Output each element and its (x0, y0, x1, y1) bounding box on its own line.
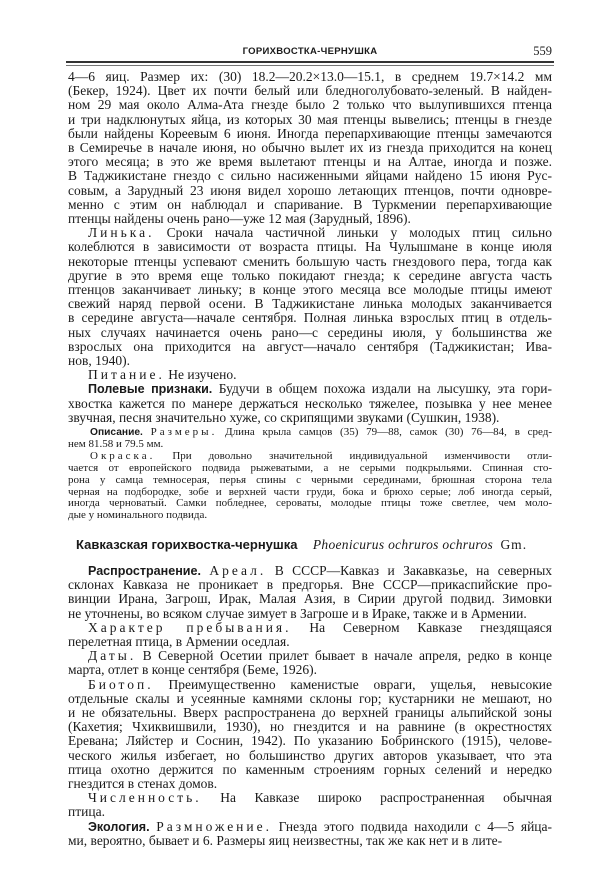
text-line (68, 777, 552, 791)
text-line (68, 255, 552, 269)
line-text: звучная, песня значительно хуже, со скрипящими звуками (Сушкин, 1938). (68, 409, 500, 425)
paragraph (68, 564, 552, 621)
line-text: склонах Кавказа не проникает в предгорья. Вне СССР—прикаспийские про- (68, 577, 552, 593)
text-line (68, 269, 552, 283)
paragraph (68, 382, 552, 425)
line-text: 4—6 яиц. Размер их: (30) 18.2—20.2×13.0—15.1, в среднем 19.7×14.2 мм (68, 69, 552, 84)
line-text: В СССР—Кавказ и Закавказье, на северных (274, 563, 553, 578)
text-line (68, 510, 552, 522)
main-text (68, 70, 552, 425)
text-line (68, 592, 552, 606)
line-text: этого месяца; в это же время вылетают птенцы и на Алтае, иногда и позже. (68, 154, 552, 170)
text-line (68, 283, 552, 297)
text-line (68, 411, 552, 425)
line-text: хвостка кажется по манере держаться несколько тяжелее, позывка у нее менее (68, 395, 552, 411)
text-line (68, 706, 552, 720)
section-heading: Распространение. (88, 564, 201, 578)
text-line (68, 226, 552, 240)
line-text: в Семиречье в начале июня, но обычно вылет их из гнезда приходится на конец (68, 140, 552, 156)
line-text: гнездится в стенах домов. (68, 776, 218, 792)
subsection-heading: Питание. (88, 367, 165, 383)
page-number: 559 (533, 44, 552, 58)
text-line (68, 763, 552, 777)
paragraph (68, 649, 552, 677)
text-line (68, 326, 552, 340)
line-text: перелетная птица, в Армении оседлая. (68, 634, 290, 650)
text-line (68, 98, 552, 112)
text-line (68, 141, 552, 155)
line-text: дые у номинального подвида. (68, 509, 208, 522)
line-text: Сроки начала частичной линьки у молодых птиц сильно (166, 225, 552, 241)
line-text: не уточнены, во всяком случае зимует в Загроше и в Ираке, также и в Армении. (68, 605, 527, 621)
subspecies-latin-name: Phoenicurus ochruros ochruros (312, 537, 494, 552)
description-text (68, 427, 552, 522)
text-line (68, 155, 552, 169)
text-line (68, 820, 552, 834)
line-text: винции Ирана, Загрош, Ирак, Малая Азия, в Сирии другой подвид. Зимовки (68, 591, 552, 607)
running-header (68, 44, 552, 58)
text-line (68, 635, 552, 649)
text-line (68, 649, 552, 663)
line-text: птица. (68, 804, 105, 820)
text-line (68, 663, 552, 677)
paragraph (68, 70, 552, 226)
line-text: нем 81.58 и 79.5 мм. (68, 437, 164, 450)
text-line (68, 564, 552, 578)
line-text: Гнезда этого подвида находили с 4—5 яйца- (278, 818, 553, 834)
line-text: в середине августа—начале сентября. Полная линька взрослых птиц в отдель- (68, 310, 552, 326)
text-line (68, 184, 552, 198)
subspecies-author: Gm. (500, 537, 528, 552)
line-text: совым, а Зарудный 23 июня видел хорошо летающих птенцов, почти одновре- (68, 182, 552, 198)
text-line (68, 607, 552, 621)
text-line (68, 678, 552, 692)
line-text: были найдены Кореевым 6 июня. Иногда перепархивающие птенцы замечаются (68, 125, 552, 141)
line-text: взрослых она приходится на август—начало сентября (Таджикистан; Ива- (68, 338, 552, 354)
text-line (68, 127, 552, 141)
line-text: марта, отлет в конце сентября (Беме, 1926). (68, 662, 318, 678)
subsection-heading: Даты. (88, 648, 137, 664)
line-text: ми, вероятно, бывает и 6. Размеры яиц неизвестны, так же как нет и в лите- (68, 832, 503, 848)
line-text: (Бекер, 1924). Цвет их почти белый или бледноголубовато-зеленый. В найден- (68, 83, 552, 99)
line-text: Еревана; Ляйстер и Соснин, 1942). По указанию Бобринского (1915), челове- (68, 733, 552, 749)
text-line (68, 720, 552, 734)
line-text: свежий наряд первой осени. В Таджикистане линька молодых заканчивается (68, 296, 552, 312)
paragraph (68, 621, 552, 649)
line-text: В Северной Осетии прилет бывает в начале апреля, редко в конце (142, 648, 553, 664)
text-line (68, 397, 552, 411)
line-text: другие в это время еще только покидают гнезда; к середине августа часть (68, 267, 552, 283)
text-line (68, 621, 552, 635)
line-text: колеблются в зависимости от возраста птицы. На Чулышмане в конце июля (68, 239, 552, 255)
text-line (68, 368, 552, 382)
text-line (68, 198, 552, 212)
text-line (68, 578, 552, 592)
text-line (68, 240, 552, 254)
line-text: В Таджикистане гнездо с сильно насиженными яйцами найдено 15 июня Рус- (68, 168, 552, 184)
paragraph (68, 368, 552, 382)
line-text: менно с этим он наблюдал и спаривание. В Туркмении перепархивающие (68, 196, 552, 212)
text-line (68, 805, 552, 819)
section-heading: Экология. (88, 819, 150, 834)
subspecies-text (68, 564, 552, 848)
line-text: птенцы найдены очень рано—уже 12 мая (Зарудный, 1896). (68, 211, 411, 227)
line-text: Не изучено. (168, 367, 237, 383)
text-line (68, 311, 552, 325)
line-text: чается от европейского подвида рыжеватыми, а не серыми подкрыльями. Спинная сто- (68, 461, 552, 474)
section-heading: Полевые признаки. (88, 382, 213, 397)
subspecies-russian-name: Кавказская горихвостка-чернушка (76, 537, 298, 552)
line-text: ческого жилья избегает, но большинство других авторов указывает, что эта (68, 747, 552, 763)
paragraph (68, 427, 552, 451)
subsection-heading: Линька. (88, 225, 155, 241)
subsection-heading: Биотоп. (88, 676, 154, 692)
paragraph (68, 451, 552, 522)
line-text: На Северном Кавказе гнездящаяся (309, 619, 552, 635)
line-text: отдельные скалы и усеянные камнями склоны гор; кустарники не мешают, но (68, 690, 552, 706)
text-line (68, 70, 552, 84)
line-text: Преимущественно каменистые овраги, ущелья, невысокие (168, 676, 552, 692)
line-text: На Кавказе широко распространенная обычная (220, 790, 553, 806)
text-line (68, 354, 552, 368)
text-line (68, 212, 552, 226)
line-text: ных случаях начинается очень рано—с середины июля, у большинства же (68, 324, 552, 340)
text-line (68, 169, 552, 183)
subsection-heading: Окраска. (90, 449, 156, 462)
subsection-heading: Численность. (88, 790, 202, 806)
text-line (68, 297, 552, 311)
running-title: ГОРИХВОСТКА-ЧЕРНУШКА (242, 46, 378, 57)
text-line (68, 692, 552, 706)
text-line (68, 749, 552, 763)
subsection-heading: Характер пребывания. (88, 619, 292, 635)
text-line (68, 791, 552, 805)
section-heading: Описание. (90, 427, 143, 438)
text-line (68, 340, 552, 354)
subspecies-heading (76, 537, 527, 553)
subsection-heading: Размеры. (150, 426, 218, 438)
line-text: некоторые птенцы успевают сменить большую часть гнездового пера, тогда как (68, 253, 552, 269)
line-text: рона у самца темносерая, перья спины с черными серединами, брюшная сторона тела (68, 473, 552, 486)
text-line (68, 113, 552, 127)
paragraph (68, 791, 552, 819)
line-text: нов, 1940). (68, 353, 130, 369)
text-line (68, 734, 552, 748)
subsection-heading: Размножение. (156, 818, 272, 834)
line-text: иногда черноватый. Самки побледнее, сероваты, молодые птицы тоже светлее, чем моло- (68, 497, 552, 510)
line-text: черная на подбородке, зобе и верхней части груди, бока и брюхо серые; лоб иногда серый, (68, 485, 552, 498)
line-text: и три надклюнутых яйца, из которых 30 мая птенцы вывелись; птенцы в гнезде (68, 111, 552, 127)
line-text: ном 29 мая около Алма-Ата гнезде было 2 только что вылупившихся птенца (68, 97, 552, 113)
paragraph (68, 678, 552, 792)
line-text: (Кахетия; Чхиквишвили, 1930), но гнездится и на равнине (в окрестностях (68, 719, 552, 735)
paragraph (68, 820, 552, 848)
text-line (68, 382, 552, 396)
line-text: При довольно значительной индивидуальной изменчивости отли- (172, 449, 552, 462)
line-text: птенцов заканчивает линьку; в конце этого месяца все молодые птицы имеют (68, 282, 552, 298)
line-text: и не обязательны. Вверх распространена до верхней границы альпийской зоны (68, 705, 552, 721)
line-text: Длина крыла самцов (35) 79—88, самок (30) 76—84, в сред- (225, 426, 553, 438)
subsection-heading: Ареал. (209, 563, 267, 578)
paragraph (68, 226, 552, 368)
line-text: Будучи в общем похожа издали на лысушку, эта гори- (218, 381, 552, 397)
line-text: птица охотно держится по каменным строениям горных селений и нередко (68, 761, 552, 777)
header-rule (66, 61, 554, 66)
text-line (68, 84, 552, 98)
text-line (68, 834, 552, 848)
